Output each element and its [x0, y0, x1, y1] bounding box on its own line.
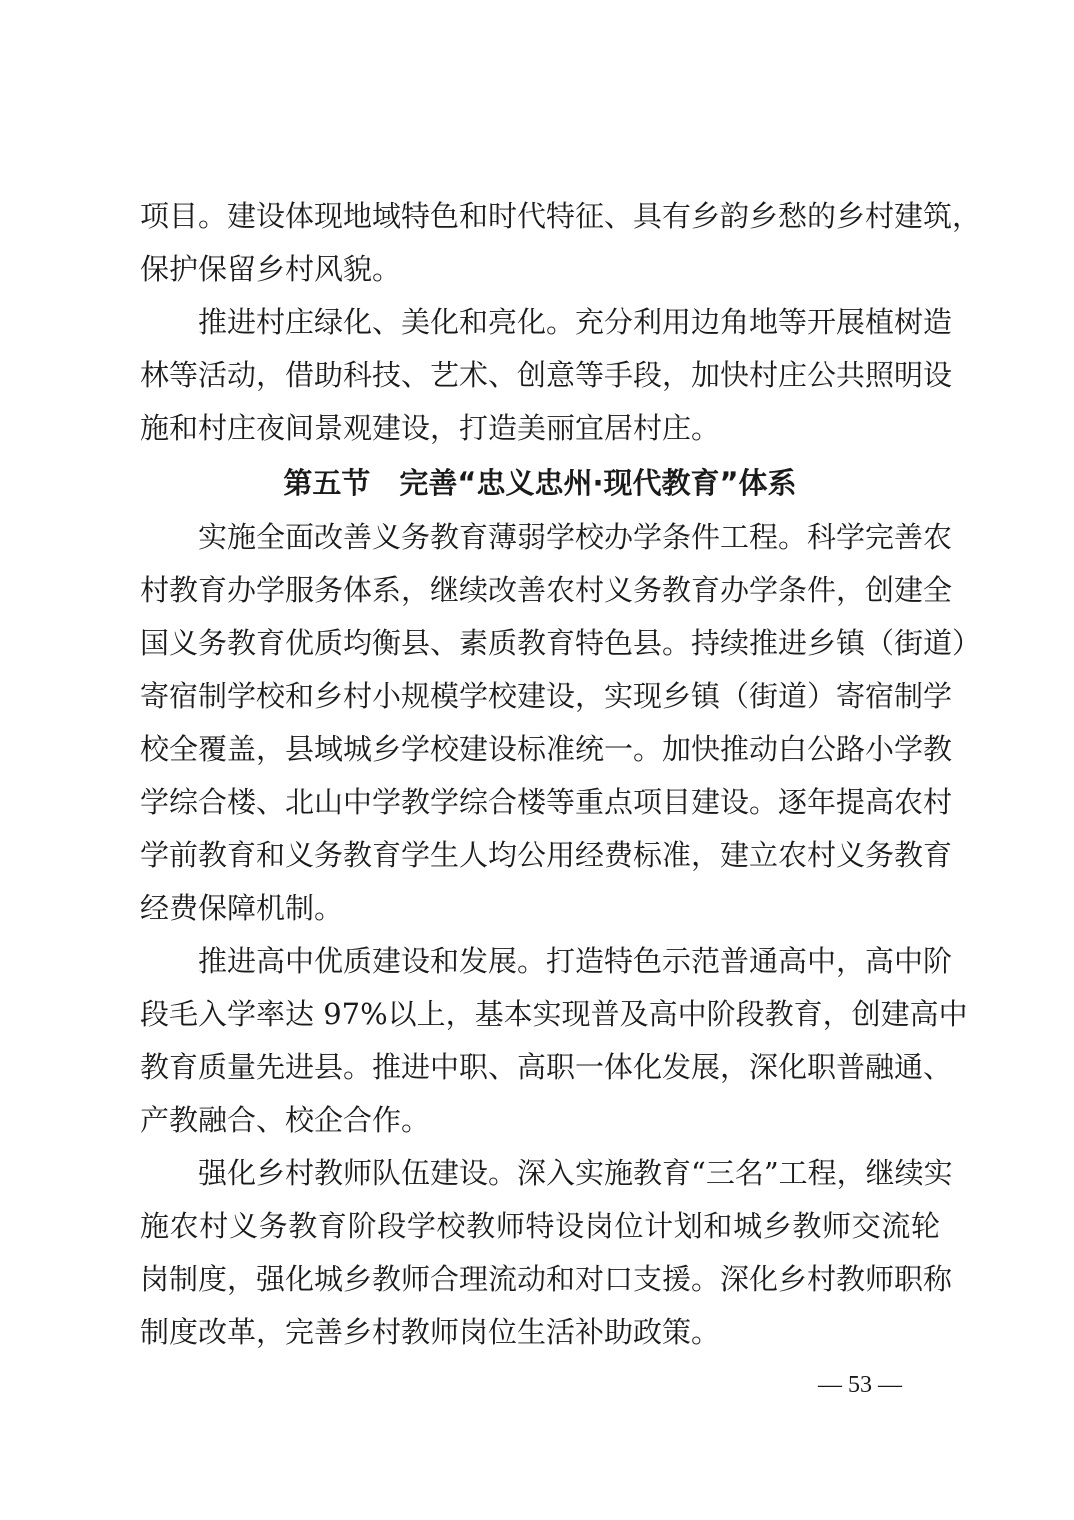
- text-line: 推进村庄绿化、美化和亮化。充分利用边角地等开展植树造: [198, 305, 953, 339]
- text-line: 实施全面改善义务教育薄弱学校办学条件工程。科学完善农: [198, 520, 953, 554]
- text-line: 强化乡村教师队伍建设。深入实施教育“三名”工程，继续实: [198, 1156, 953, 1190]
- document-body: [140, 190, 982, 1359]
- paragraph-1: [140, 190, 982, 296]
- text-line: 岗制度，强化城乡教师合理流动和对口支援。深化乡村教师职称: [140, 1262, 953, 1296]
- text-line: 寄宿制学校和乡村小规模学校建设，实现乡镇（街道）寄宿制学: [140, 679, 953, 713]
- text-line: 项目。建设体现地域特色和时代特征、具有乡韵乡愁的乡村建筑，: [140, 199, 982, 233]
- text-line: 产教融合、校企合作。: [140, 1103, 431, 1137]
- paragraph-3: [140, 511, 982, 935]
- text-line: 推进高中优质建设和发展。打造特色示范普通高中，高中阶: [198, 944, 953, 978]
- text-line: 制度改革，完善乡村教师岗位生活补助政策。: [140, 1315, 721, 1349]
- text-line: 林等活动，借助科技、艺术、创意等手段，加快村庄公共照明设: [140, 358, 953, 392]
- text-line: 学前教育和义务教育学生人均公用经费标准，建立农村义务教育: [140, 838, 953, 872]
- text-line: 保护保留乡村风貌。: [140, 252, 402, 286]
- page-number: — 53 —: [818, 1372, 902, 1398]
- paragraph-2: [140, 296, 953, 455]
- text-line: 学综合楼、北山中学教学综合楼等重点项目建设。逐年提高农村: [140, 785, 953, 819]
- text-line: 施农村义务教育阶段学校教师特设岗位计划和城乡教师交流轮: [140, 1209, 940, 1243]
- section-heading: 第五节 完善“忠义忠州·现代教育”体系: [283, 466, 797, 500]
- text-line: 经费保障机制。: [140, 891, 344, 925]
- paragraph-4: [140, 935, 968, 1147]
- text-line: 校全覆盖，县域城乡学校建设标准统一。加快推动白公路小学教: [140, 732, 953, 766]
- paragraph-5: [140, 1147, 953, 1359]
- text-line: 段毛入学率达 97%以上，基本实现普及高中阶段教育，创建高中: [140, 997, 968, 1031]
- text-line: 教育质量先进县。推进中职、高职一体化发展，深化职普融通、: [140, 1050, 953, 1084]
- text-line: 施和村庄夜间景观建设，打造美丽宜居村庄。: [140, 411, 721, 445]
- text-line: 村教育办学服务体系，继续改善农村义务教育办学条件，创建全: [140, 573, 953, 607]
- text-line: 国义务教育优质均衡县、素质教育特色县。持续推进乡镇（街道）: [140, 626, 982, 660]
